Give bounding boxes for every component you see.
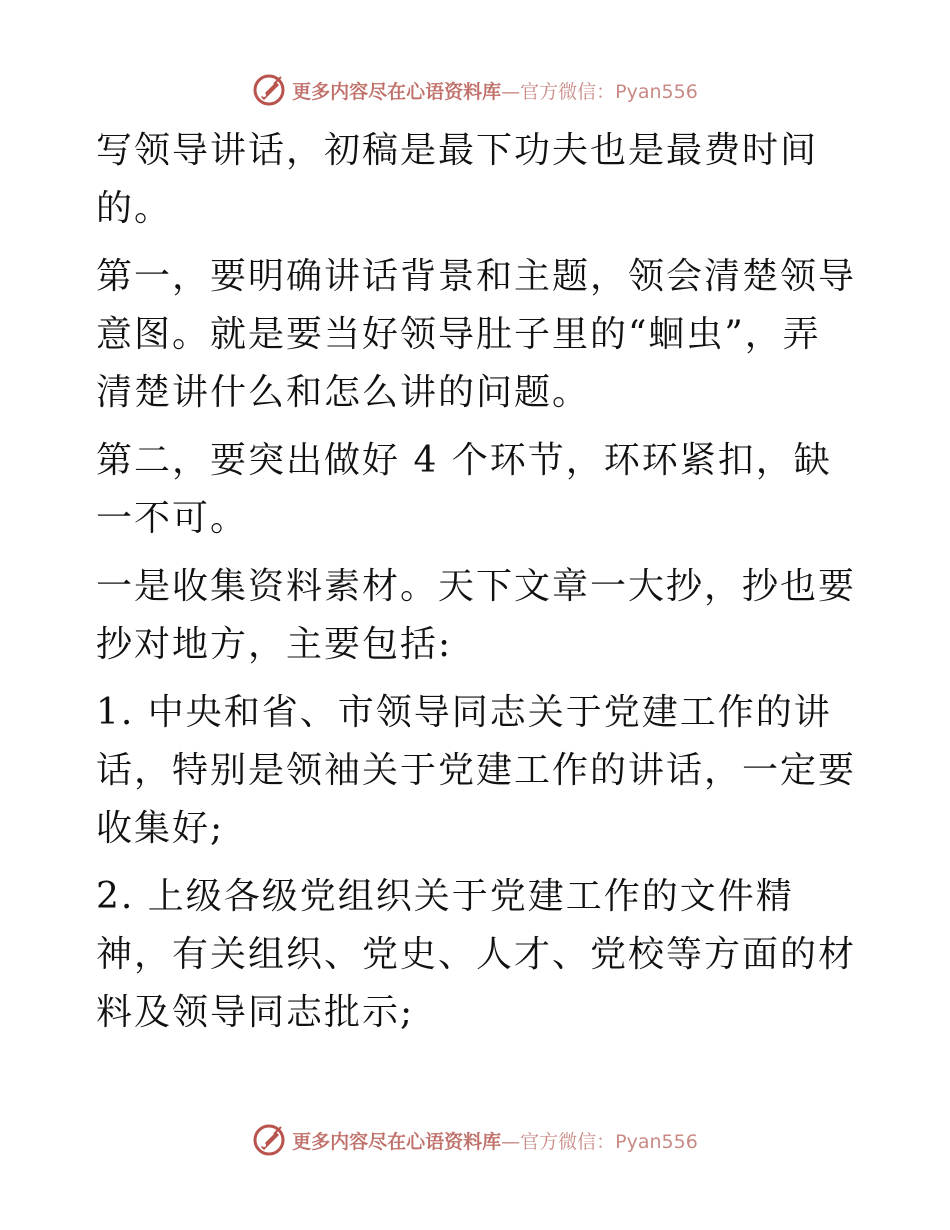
paragraph-collect-materials: 一是收集资料素材。天下文章一大抄，抄也要抄对地方，主要包括: [96,566,857,665]
paragraph-opening: 写领导讲话，初稿是最下功夫也是最费时间的。 [96,130,819,229]
document-body [96,122,856,1052]
footer-watermark [0,1120,950,1160]
quill-logo-icon [252,1123,286,1157]
watermark-text [292,1127,698,1154]
watermark-text [292,77,698,104]
paragraph-first-point: 第一，要明确讲话背景和主题，领会清楚领导意图。就是要当好领导肚子里的“蛔虫”，弄清楚讲什么和怎么讲的问题。 [96,256,857,413]
paragraph-item-2: 2. 上级各级党组织关于党建工作的文件精神，有关组织、党史、人才、党校等方面的材料及领导同志批示; [96,876,857,1033]
watermark-contact: —官方微信：Pyan556 [501,80,698,103]
watermark-brand: 更多内容尽在心语资料库 [292,80,502,103]
watermark-contact: —官方微信：Pyan556 [501,1130,698,1153]
header-watermark [0,70,950,110]
paragraph-item-1: 1. 中央和省、市领导同志关于党建工作的讲话，特别是领袖关于党建工作的讲话，一定要收集好; [96,692,857,849]
watermark-brand: 更多内容尽在心语资料库 [292,1130,502,1153]
quill-logo-icon [252,73,286,107]
paragraph-second-point: 第二，要突出做好 4 个环节，环环紧扣，缺一不可。 [96,440,832,539]
